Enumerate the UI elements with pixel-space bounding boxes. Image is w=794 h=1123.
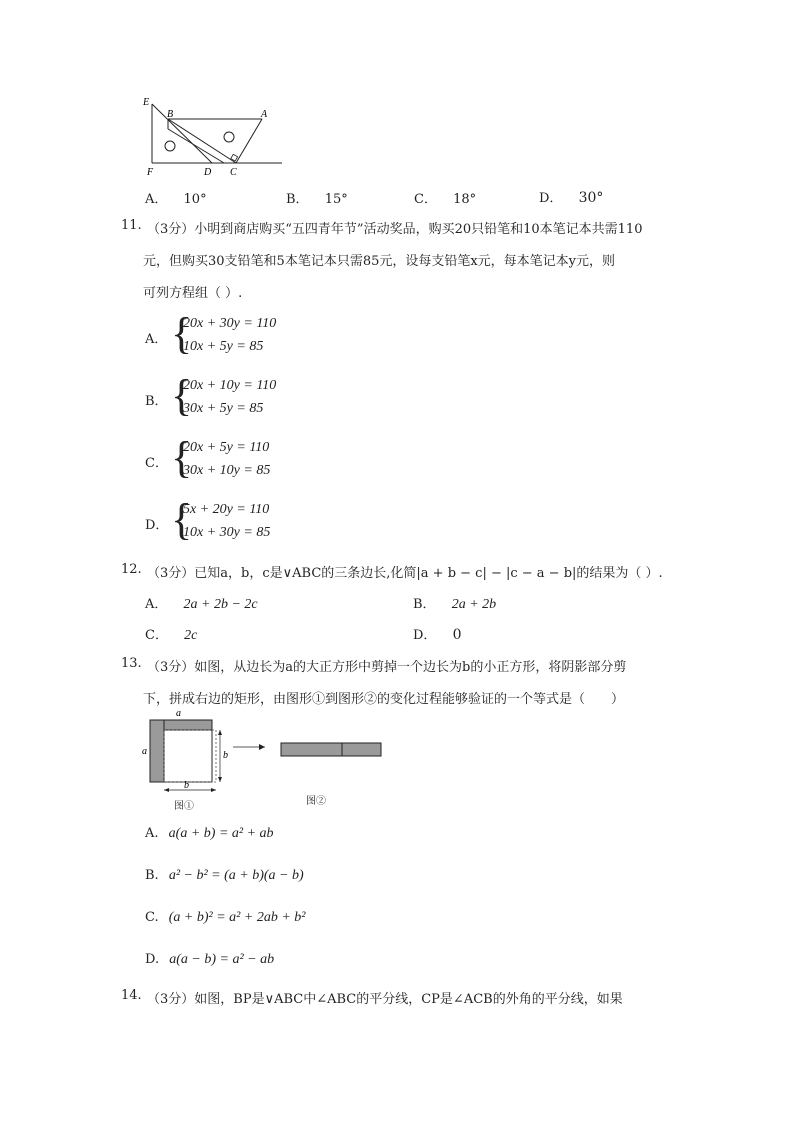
q13-option-b [145,868,304,884]
q10-label-C: C [230,167,237,177]
brace-icon: { [171,309,193,358]
equation-1: 20x + 10y = 110 [183,378,277,393]
q11-number: 11. [121,218,142,233]
equation-2: 30x + 10y = 85 [183,463,271,478]
option-label: B. [145,868,159,883]
q11-text-line2: 元，但购买30支铅笔和5本笔记本只需85元，设每支铅笔x元，每本笔记本y元，则 [143,254,616,269]
q10-option-c [414,188,476,207]
q13-letter-b-right: b [223,750,228,761]
option-value: 18° [453,192,477,207]
q13-figure [140,706,390,811]
q13-fig1-caption: 图① [174,801,194,812]
option-label: B． [145,394,168,409]
option-value: (a + b)² = a² + 2ab + b² [168,910,306,925]
q10-option-b [286,188,348,207]
equation-2: 10x + 30y = 85 [183,525,271,540]
q13-text-line1: （3分）如图，从边长为a的大正方形中剪掉一个边长为b的小正方形，将阴影部分剪 [147,660,627,675]
option-label: C． [145,456,168,471]
brace-icon: { [171,433,193,482]
option-value: 2c [184,628,198,643]
q12-option-b [413,593,496,613]
option-value: 2a + 2b − 2c [183,597,258,612]
brace-icon: { [171,495,193,544]
option-value: a(a + b) = a² + ab [168,826,274,841]
option-value: 30° [578,190,604,206]
q13-option-c [145,910,305,926]
q13-number: 13. [121,656,142,671]
option-label: C． [145,628,168,643]
q10-figure [140,95,290,177]
option-value: 0 [452,627,462,643]
equation-1: 20x + 5y = 110 [183,440,270,455]
option-value: 15° [324,192,348,207]
option-value: 10° [183,192,207,207]
option-label: A． [145,192,168,207]
q11-text-line1: （3分）小明到商店购买“五四青年节”活动奖品，购买20只铅笔和10本笔记本共需110 [147,222,643,237]
q12-number: 12. [121,562,142,577]
q12-option-c [145,624,197,644]
option-label: D. [145,952,160,967]
option-value: 2a + 2b [451,597,497,612]
option-label: B． [413,597,436,612]
q13-text-line2: 下，拼成右边的矩形，由图形①到图形②的变化过程能够验证的一个等式是（ ） [143,692,625,707]
q11-text-line3: 可列方程组（ ）. [143,286,243,301]
option-value: a² − b² = (a + b)(a − b) [168,868,304,883]
q13-letter-b-bottom: b [184,780,189,791]
q13-option-d [145,952,274,968]
q10-label-F: F [147,167,154,177]
option-label: D． [145,518,169,533]
option-label: A． [145,597,168,612]
q12-text: （3分）已知a，b，c是∨ABC的三条边长,化简|a + b − c| − |c − a − b|的结果为（ ）. [147,566,663,581]
equation-1: 20x + 30y = 110 [183,316,277,331]
q12-option-d [413,624,462,643]
q14-text: （3分）如图，BP是∨ABC中∠ABC的平分线，CP是∠ACB的外角的平分线，如果 [147,992,623,1007]
q13-letter-a-top: a [176,708,181,719]
q14-number: 14. [121,988,142,1003]
equation-2: 30x + 5y = 85 [183,401,264,416]
option-value: a(a − b) = a² − ab [169,952,275,967]
option-label: C． [414,192,437,207]
option-label: A． [145,332,168,347]
q12-option-a [145,593,258,613]
option-label: D． [539,191,563,206]
option-label: B． [286,192,309,207]
equation-2: 10x + 5y = 85 [183,339,264,354]
q10-label-E: E [143,97,150,108]
q13-fig2-caption: 图② [306,796,326,807]
q13-letter-a-left: a [142,746,147,757]
q10-option-a [145,188,207,207]
q10-label-A: A [261,109,268,120]
brace-icon: { [171,371,193,420]
q10-label-D: D [204,167,212,177]
option-label: C. [145,910,159,925]
q13-option-a [145,826,274,842]
option-label: D． [413,628,437,643]
q10-label-B: B [167,109,174,120]
option-label: A. [145,826,159,841]
q10-option-d [539,187,603,206]
equation-1: 5x + 20y = 110 [183,502,270,517]
